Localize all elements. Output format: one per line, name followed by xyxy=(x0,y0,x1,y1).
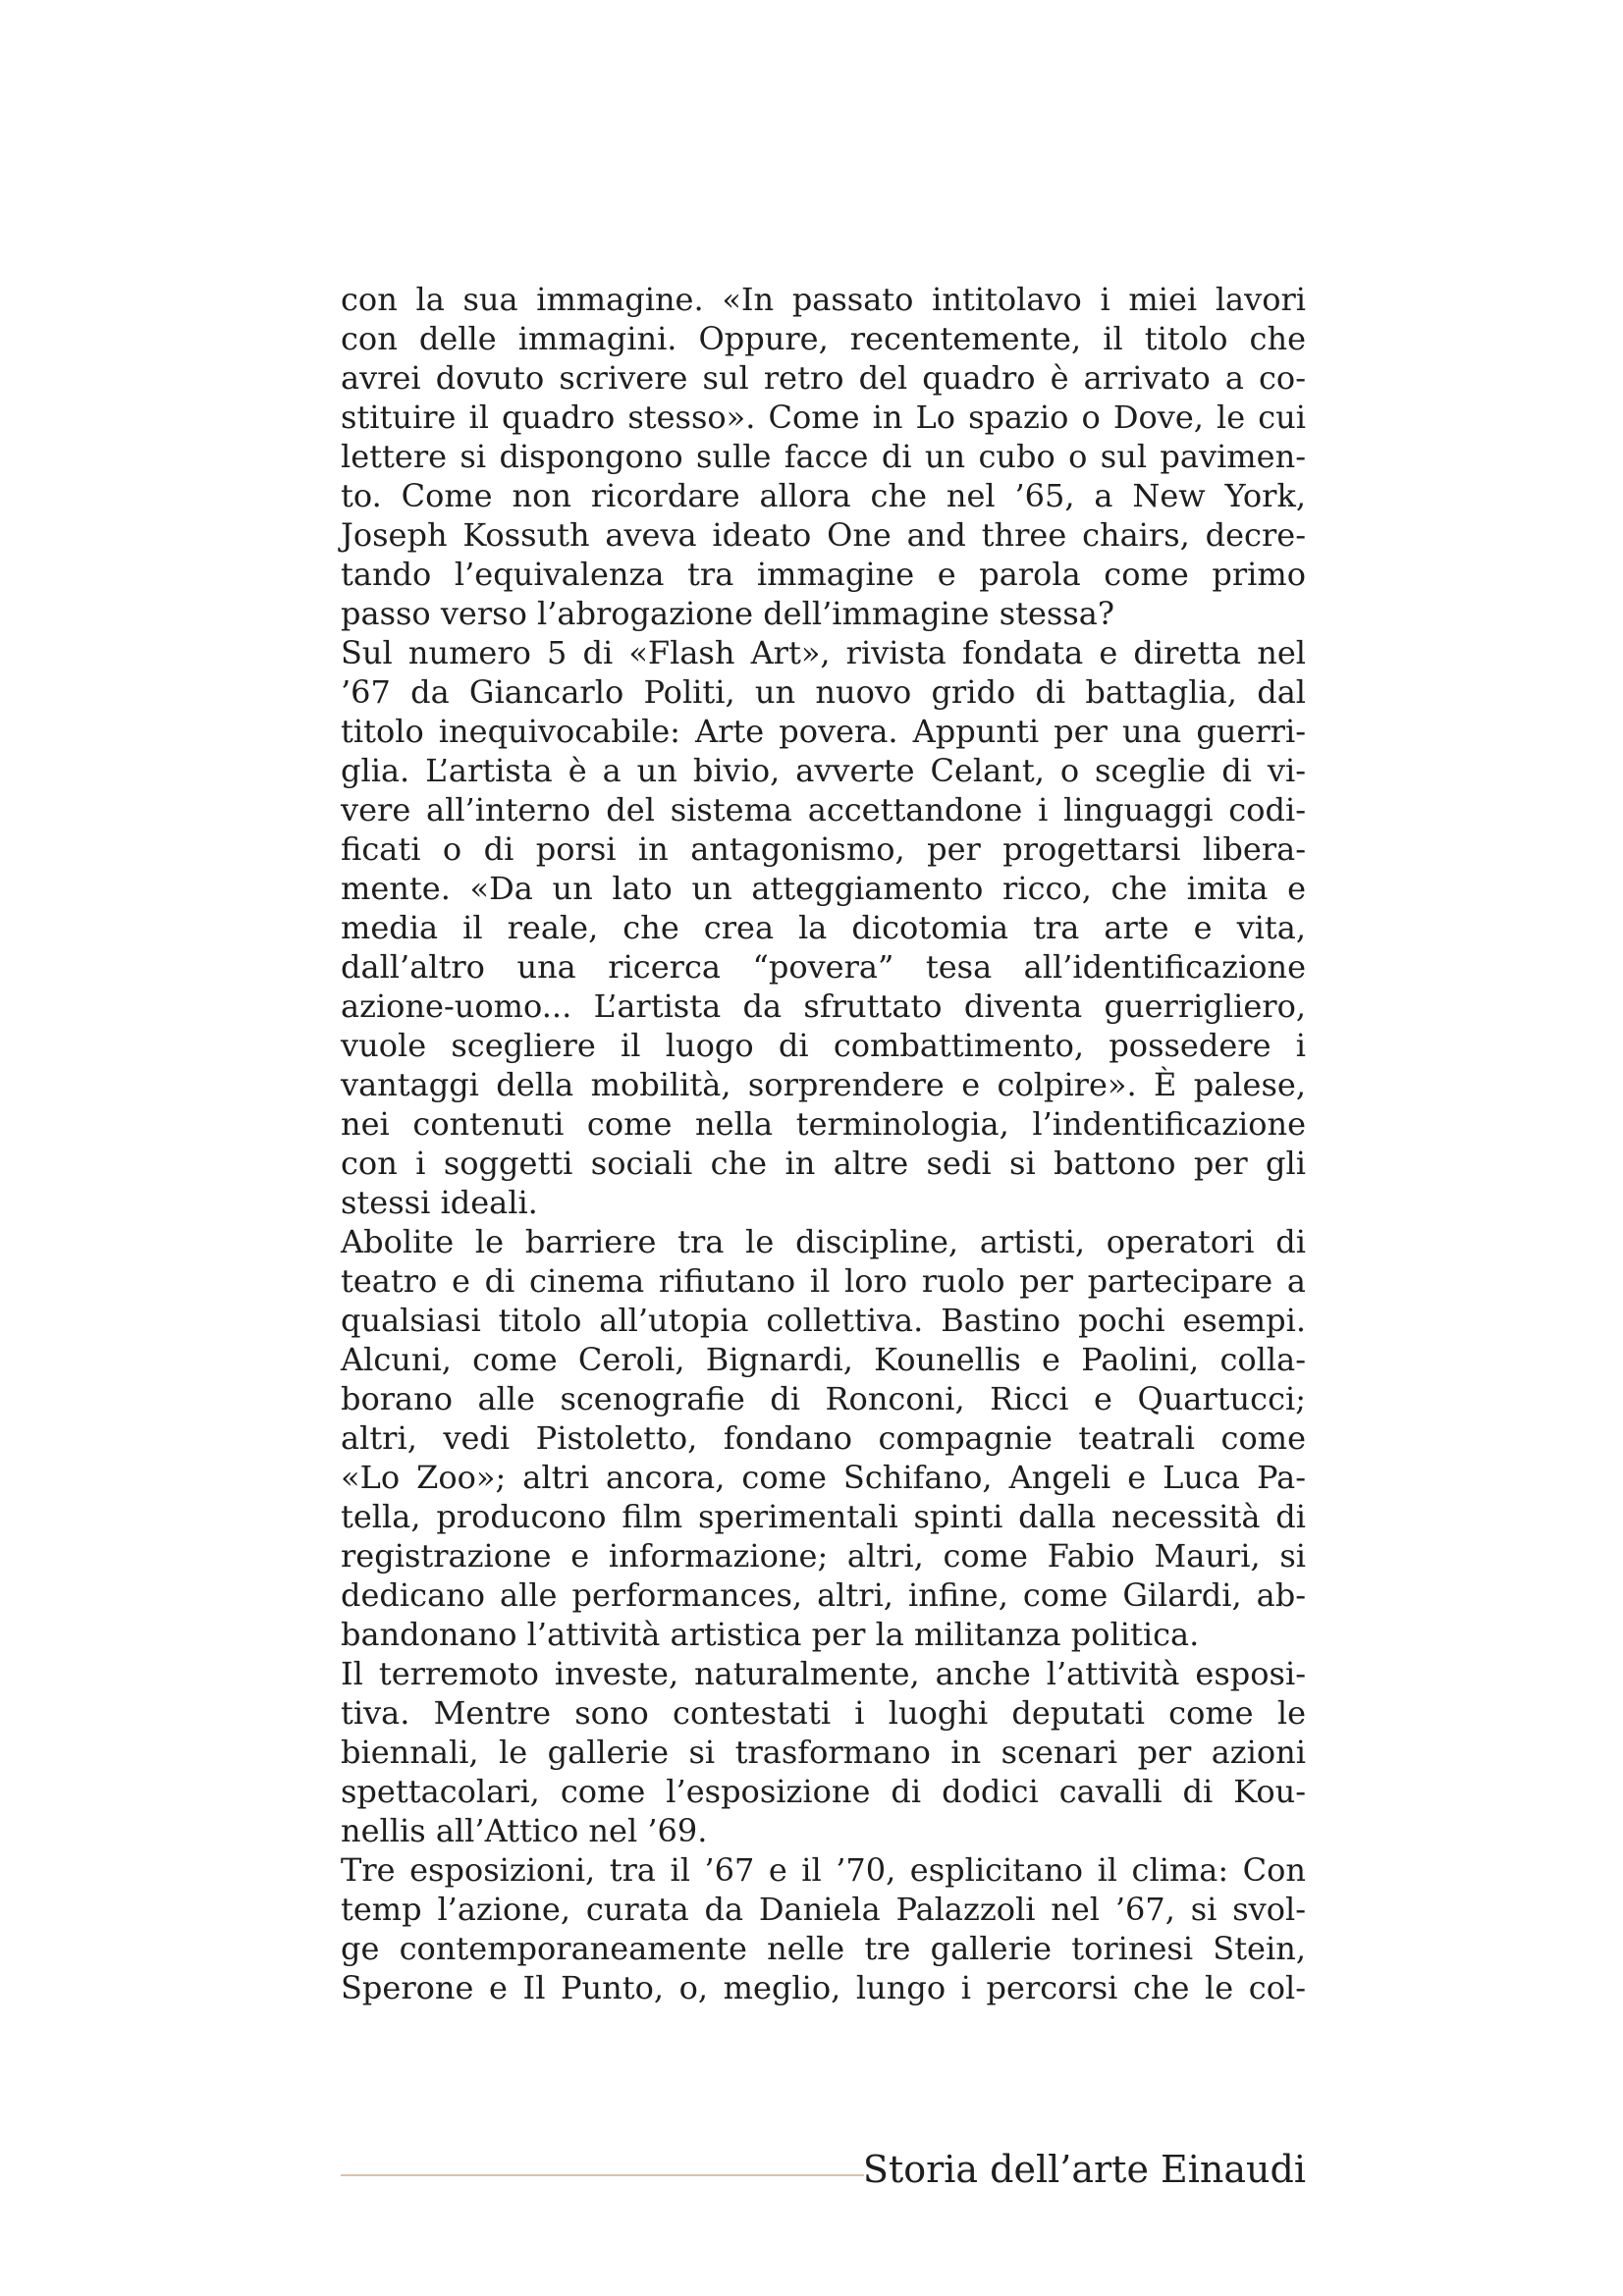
text-line: mente. «Da un lato un atteggiamento ricco, che imita e xyxy=(341,870,1306,907)
text-line: vere all’interno del sistema accettandone i linguaggi codi- xyxy=(341,791,1306,828)
text-line: ficati o di porsi in antagonismo, per progettarsi libera- xyxy=(341,830,1306,868)
text-line: stituire il quadro stesso». Come in Lo spazio o Dove, le cui xyxy=(341,399,1306,436)
text-line: Tre esposizioni, tra il ’67 e il ’70, esplicitano il clima: Con xyxy=(341,1851,1306,1889)
text-line: Il terremoto investe, naturalmente, anche l’attività esposi- xyxy=(341,1655,1306,1692)
text-line: registrazione e informazione; altri, come Fabio Mauri, si xyxy=(341,1537,1306,1575)
text-line: teatro e di cinema rifiutano il loro ruolo per partecipare a xyxy=(341,1262,1306,1300)
text-line: biennali, le gallerie si trasformano in scenari per azioni xyxy=(341,1734,1306,1771)
footer-divider xyxy=(341,2174,864,2176)
text-line: azione-uomo... L’artista da sfruttato diventa guerrigliero, xyxy=(341,988,1306,1025)
text-line: bandonano l’attività artistica per la militanza politica. xyxy=(341,1616,1200,1653)
text-line: passo verso l’abrogazione dell’immagine stessa? xyxy=(341,595,1114,632)
text-line: vuole scegliere il luogo di combattimento, possedere i xyxy=(341,1027,1306,1064)
text-line: titolo inequivocabile: Arte povera. Appunti per una guerri- xyxy=(341,713,1306,750)
text-line: tella, producono film sperimentali spinti dalla necessità di xyxy=(341,1498,1306,1535)
text-line: avrei dovuto scrivere sul retro del quadro è arrivato a co- xyxy=(341,359,1306,397)
text-line: nei contenuti come nella terminologia, l’indentificazione xyxy=(341,1105,1306,1143)
text-line: nellis all’Attico nel ’69. xyxy=(341,1812,708,1849)
text-line: ge contemporaneamente nelle tre gallerie torinesi Stein, xyxy=(341,1930,1306,1967)
text-line: tiva. Mentre sono contestati i luoghi deputati come le xyxy=(341,1694,1306,1732)
text-line: con delle immagini. Oppure, recentemente, il titolo che xyxy=(341,320,1306,357)
text-line: lettere si dispongono sulle facce di un cubo o sul pavimen- xyxy=(341,438,1306,475)
text-line: dedicano alle performances, altri, infine, come Gilardi, ab- xyxy=(341,1576,1306,1614)
text-line: Abolite le barriere tra le discipline, artisti, operatori di xyxy=(341,1223,1306,1260)
text-line: spettacolari, come l’esposizione di dodici cavalli di Kou- xyxy=(341,1773,1306,1810)
text-line: vantaggi della mobilità, sorprendere e colpire». È palese, xyxy=(341,1066,1306,1103)
text-line: media il reale, che crea la dicotomia tra arte e vita, xyxy=(341,909,1306,946)
text-line: ’67 da Giancarlo Politi, un nuovo grido di battaglia, dal xyxy=(341,673,1306,711)
text-line: dall’altro una ricerca “povera” tesa all’identificazione xyxy=(341,948,1306,986)
text-line: «Lo Zoo»; altri ancora, come Schifano, Angeli e Luca Pa- xyxy=(341,1459,1306,1496)
text-line: temp l’azione, curata da Daniela Palazzoli nel ’67, si svol- xyxy=(341,1891,1306,1928)
text-line: Alcuni, come Ceroli, Bignardi, Kounellis e Paolini, colla- xyxy=(341,1341,1306,1378)
text-line: Sperone e Il Punto, o, meglio, lungo i percorsi che le col- xyxy=(341,1969,1306,2006)
text-line: Joseph Kossuth aveva ideato One and three chairs, decre- xyxy=(341,516,1306,554)
text-line: tando l’equivalenza tra immagine e parola come primo xyxy=(341,556,1306,593)
footer-publication-label: Storia dell’arte Einaudi xyxy=(862,2148,1306,2191)
text-line: qualsiasi titolo all’utopia collettiva. Bastino pochi esempi. xyxy=(341,1302,1306,1339)
text-line: to. Come non ricordare allora che nel ’65, a New York, xyxy=(341,477,1306,514)
text-line: glia. L’artista è a un bivio, avverte Celant, o sceglie di vi- xyxy=(341,752,1306,789)
text-line: con i soggetti sociali che in altre sedi si battono per gli xyxy=(341,1145,1306,1182)
text-line: borano alle scenografie di Ronconi, Ricci e Quartucci; xyxy=(341,1380,1306,1417)
text-line: stessi ideali. xyxy=(341,1184,538,1221)
text-line: Sul numero 5 di «Flash Art», rivista fondata e diretta nel xyxy=(341,634,1306,671)
text-line: con la sua immagine. «In passato intitolavo i miei lavori xyxy=(341,281,1306,318)
body-text xyxy=(341,280,1306,2007)
text-line: altri, vedi Pistoletto, fondano compagnie teatrali come xyxy=(341,1419,1306,1457)
